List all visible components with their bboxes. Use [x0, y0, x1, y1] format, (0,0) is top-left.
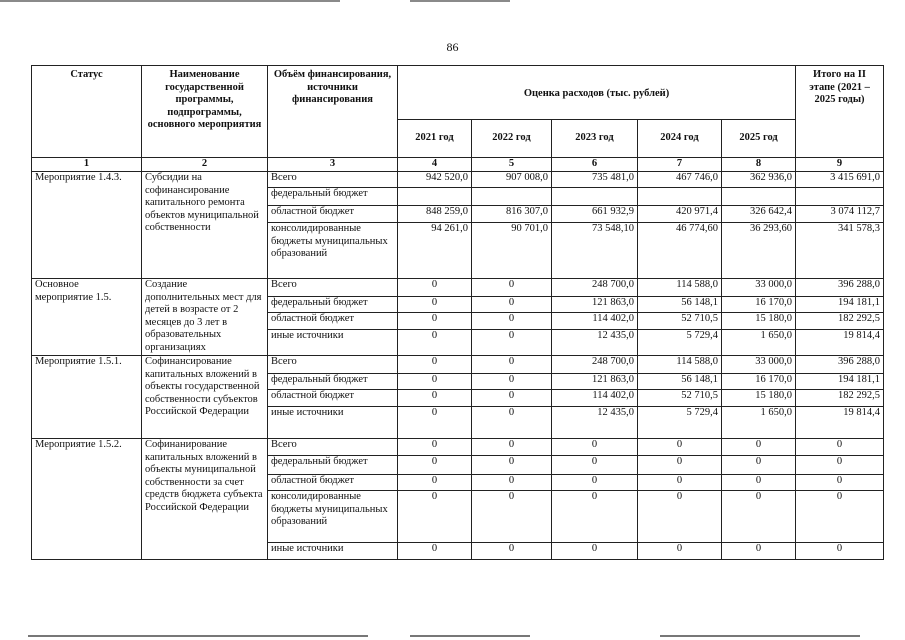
year-value-cell: 0	[472, 297, 552, 313]
year-value-cell: 0	[722, 491, 796, 543]
year-value-cell: 0	[398, 374, 472, 390]
year-value-cell: 56 148,1	[638, 297, 722, 313]
year-value-cell: 73 548,10	[552, 223, 638, 279]
year-value-cell: 0	[398, 407, 472, 439]
year-value-cell: 0	[552, 456, 638, 475]
column-index-row	[32, 158, 884, 172]
header-funding-sources: Объём финансирования, источники финансирования	[268, 66, 398, 158]
year-value-cell: 0	[398, 330, 472, 356]
year-value-cell: 1 650,0	[722, 330, 796, 356]
total-value-cell: 3 074 112,7	[796, 206, 884, 223]
status-cell: Основное мероприятие 1.5.	[32, 279, 142, 356]
year-value-cell: 0	[472, 407, 552, 439]
year-value-cell: 0	[472, 439, 552, 456]
status-cell: Мероприятие 1.4.3.	[32, 172, 142, 279]
year-value-cell: 0	[472, 543, 552, 560]
status-cell: Мероприятие 1.5.1.	[32, 356, 142, 439]
total-value-cell: 396 288,0	[796, 279, 884, 297]
funding-source-cell: консолидированные бюджеты муниципальных образований	[268, 223, 398, 279]
header-year: 2022 год	[472, 120, 552, 158]
year-value-cell: 816 307,0	[472, 206, 552, 223]
status-cell: Мероприятие 1.5.2.	[32, 439, 142, 560]
year-value-cell: 0	[552, 439, 638, 456]
year-value-cell: 33 000,0	[722, 279, 796, 297]
column-index: 1	[32, 158, 142, 172]
total-value-cell	[796, 188, 884, 206]
year-value-cell: 0	[398, 313, 472, 330]
total-value-cell: 19 814,4	[796, 330, 884, 356]
year-value-cell: 0	[472, 491, 552, 543]
year-value-cell: 0	[552, 491, 638, 543]
year-value-cell: 848 259,0	[398, 206, 472, 223]
year-value-cell: 0	[638, 439, 722, 456]
funding-source-cell: федеральный бюджет	[268, 297, 398, 313]
column-index: 4	[398, 158, 472, 172]
year-value-cell: 114 588,0	[638, 356, 722, 374]
year-value-cell: 0	[398, 297, 472, 313]
year-value-cell: 0	[398, 439, 472, 456]
column-index: 9	[796, 158, 884, 172]
table-row	[32, 279, 884, 297]
funding-source-cell: Всего	[268, 279, 398, 297]
total-value-cell: 194 181,1	[796, 297, 884, 313]
year-value-cell: 0	[472, 456, 552, 475]
year-value-cell: 0	[472, 390, 552, 407]
program-name-cell: Софинанирование капитальных вложений в объекты муниципальной собственности за счет средств бюджета субъекта Российской Федерации	[142, 439, 268, 560]
year-value-cell: 0	[638, 475, 722, 491]
year-value-cell: 0	[398, 390, 472, 407]
year-value-cell: 121 863,0	[552, 297, 638, 313]
year-value-cell: 46 774,60	[638, 223, 722, 279]
year-value-cell: 121 863,0	[552, 374, 638, 390]
year-value-cell: 0	[398, 456, 472, 475]
total-value-cell: 19 814,4	[796, 407, 884, 439]
year-value-cell: 248 700,0	[552, 356, 638, 374]
year-value-cell	[472, 188, 552, 206]
year-value-cell: 16 170,0	[722, 374, 796, 390]
funding-source-cell: областной бюджет	[268, 390, 398, 407]
year-value-cell	[552, 188, 638, 206]
column-index: 8	[722, 158, 796, 172]
year-value-cell: 0	[722, 439, 796, 456]
year-value-cell: 467 746,0	[638, 172, 722, 188]
year-value-cell: 0	[722, 475, 796, 491]
table-row	[32, 356, 884, 374]
column-index: 2	[142, 158, 268, 172]
funding-source-cell: федеральный бюджет	[268, 374, 398, 390]
year-value-cell: 94 261,0	[398, 223, 472, 279]
table-row	[32, 172, 884, 188]
year-value-cell: 0	[472, 374, 552, 390]
total-value-cell: 3 415 691,0	[796, 172, 884, 188]
year-value-cell: 362 936,0	[722, 172, 796, 188]
header-program-name: Наименование государственной программы, подпрограммы, основного мероприятия	[142, 66, 268, 158]
year-value-cell: 0	[722, 456, 796, 475]
funding-source-cell: Всего	[268, 172, 398, 188]
header-year: 2024 год	[638, 120, 722, 158]
year-value-cell: 5 729,4	[638, 407, 722, 439]
program-name-cell: Софинансирование капитальных вложений в объекты государственной собственности субъектов Российской Федерации	[142, 356, 268, 439]
year-value-cell: 0	[472, 330, 552, 356]
year-value-cell: 0	[398, 356, 472, 374]
year-value-cell: 0	[638, 456, 722, 475]
year-value-cell: 16 170,0	[722, 297, 796, 313]
header-year: 2021 год	[398, 120, 472, 158]
funding-source-cell: иные источники	[268, 407, 398, 439]
column-index: 3	[268, 158, 398, 172]
year-value-cell	[722, 188, 796, 206]
column-index: 7	[638, 158, 722, 172]
year-value-cell: 0	[552, 543, 638, 560]
funding-source-cell: иные источники	[268, 543, 398, 560]
funding-source-cell: Всего	[268, 356, 398, 374]
year-value-cell: 735 481,0	[552, 172, 638, 188]
year-value-cell: 0	[398, 491, 472, 543]
year-value-cell: 942 520,0	[398, 172, 472, 188]
header-year: 2023 год	[552, 120, 638, 158]
year-value-cell: 0	[472, 279, 552, 297]
program-name-cell: Субсидии на софинансирование капитального ремонта объектов муниципальной собственности	[142, 172, 268, 279]
funding-source-cell: федеральный бюджет	[268, 456, 398, 475]
year-value-cell: 33 000,0	[722, 356, 796, 374]
funding-source-cell: консолидированные бюджеты муниципальных образований	[268, 491, 398, 543]
year-value-cell: 326 642,4	[722, 206, 796, 223]
page-number: 86	[446, 40, 459, 54]
total-value-cell: 0	[796, 456, 884, 475]
year-value-cell: 114 588,0	[638, 279, 722, 297]
funding-source-cell: Всего	[268, 439, 398, 456]
year-value-cell: 114 402,0	[552, 390, 638, 407]
year-value-cell: 248 700,0	[552, 279, 638, 297]
column-index: 6	[552, 158, 638, 172]
header-expenditure-estimate: Оценка расходов (тыс. рублей)	[398, 66, 796, 120]
year-value-cell: 56 148,1	[638, 374, 722, 390]
total-value-cell: 0	[796, 439, 884, 456]
year-value-cell: 907 008,0	[472, 172, 552, 188]
year-value-cell: 0	[472, 475, 552, 491]
total-value-cell: 396 288,0	[796, 356, 884, 374]
funding-source-cell: федеральный бюджет	[268, 188, 398, 206]
year-value-cell: 0	[638, 543, 722, 560]
total-value-cell: 341 578,3	[796, 223, 884, 279]
year-value-cell: 12 435,0	[552, 330, 638, 356]
year-value-cell: 420 971,4	[638, 206, 722, 223]
total-value-cell: 182 292,5	[796, 390, 884, 407]
total-value-cell: 0	[796, 491, 884, 543]
funding-source-cell: областной бюджет	[268, 206, 398, 223]
program-name-cell: Создание дополнительных мест для детей в возрасте от 2 месяцев до 3 лет в образовательных организациях	[142, 279, 268, 356]
table-row	[32, 439, 884, 456]
year-value-cell: 661 932,9	[552, 206, 638, 223]
total-value-cell: 182 292,5	[796, 313, 884, 330]
header-status: Статус	[32, 66, 142, 158]
year-value-cell: 36 293,60	[722, 223, 796, 279]
total-value-cell: 0	[796, 475, 884, 491]
header-year: 2025 год	[722, 120, 796, 158]
year-value-cell: 15 180,0	[722, 390, 796, 407]
year-value-cell: 15 180,0	[722, 313, 796, 330]
year-value-cell: 0	[472, 356, 552, 374]
column-index: 5	[472, 158, 552, 172]
year-value-cell: 90 701,0	[472, 223, 552, 279]
expenditure-table	[31, 65, 884, 560]
year-value-cell: 1 650,0	[722, 407, 796, 439]
year-value-cell: 0	[398, 475, 472, 491]
year-value-cell: 12 435,0	[552, 407, 638, 439]
total-value-cell: 0	[796, 543, 884, 560]
year-value-cell: 5 729,4	[638, 330, 722, 356]
year-value-cell	[398, 188, 472, 206]
funding-source-cell: областной бюджет	[268, 475, 398, 491]
year-value-cell: 0	[398, 543, 472, 560]
funding-source-cell: областной бюджет	[268, 313, 398, 330]
year-value-cell: 0	[722, 543, 796, 560]
year-value-cell	[638, 188, 722, 206]
year-value-cell: 0	[472, 313, 552, 330]
year-value-cell: 0	[552, 475, 638, 491]
year-value-cell: 0	[398, 279, 472, 297]
header-total: Итого на II этапе (2021 – 2025 годы)	[796, 66, 884, 158]
funding-source-cell: иные источники	[268, 330, 398, 356]
year-value-cell: 0	[638, 491, 722, 543]
total-value-cell: 194 181,1	[796, 374, 884, 390]
year-value-cell: 52 710,5	[638, 313, 722, 330]
year-value-cell: 114 402,0	[552, 313, 638, 330]
year-value-cell: 52 710,5	[638, 390, 722, 407]
